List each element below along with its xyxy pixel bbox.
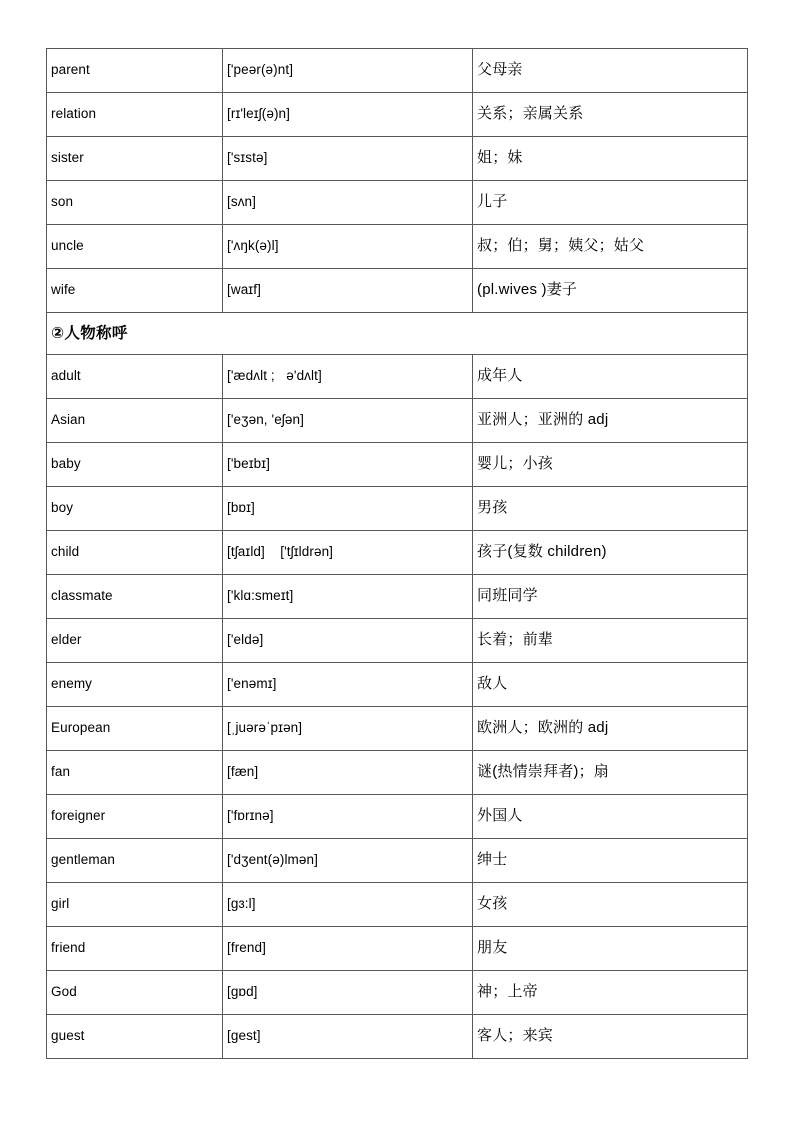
vocab-phonetic-cell: ['enəmɪ] [223,663,473,707]
vocab-meaning-cell: 朋友 [473,927,748,971]
vocab-word-cell: relation [47,93,223,137]
vocab-phonetic-cell: ['klɑ:smeɪt] [223,575,473,619]
vocab-phonetic-cell: ['ædʌlt ; ə'dʌlt] [223,355,473,399]
vocab-phonetic-cell: [ˌjuərəˈpɪən] [223,707,473,751]
vocab-word-cell: wife [47,269,223,313]
vocab-meaning-cell: 男孩 [473,487,748,531]
vocab-meaning-cell: 敌人 [473,663,748,707]
vocab-phonetic-cell: [frend] [223,927,473,971]
vocab-meaning-cell: 儿子 [473,181,748,225]
vocab-phonetic-cell: [waɪf] [223,269,473,313]
vocab-phonetic-cell: ['peər(ə)nt] [223,49,473,93]
vocab-word-cell: adult [47,355,223,399]
table-row [47,619,748,663]
table-row [47,93,748,137]
table-row [47,443,748,487]
vocab-word-cell: parent [47,49,223,93]
table-row [47,839,748,883]
table-row [47,575,748,619]
vocab-word-cell: child [47,531,223,575]
vocabulary-table [46,48,748,1059]
table-row [47,751,748,795]
vocab-word-cell: boy [47,487,223,531]
vocab-meaning-cell: 长着；前辈 [473,619,748,663]
vocab-word-cell: God [47,971,223,1015]
vocab-meaning-cell: 神；上帝 [473,971,748,1015]
vocab-meaning-cell: 孩子(复数 children) [473,531,748,575]
vocab-phonetic-cell: ['beɪbɪ] [223,443,473,487]
vocab-meaning-cell: 婴儿；小孩 [473,443,748,487]
table-row [47,1015,748,1059]
vocab-meaning-cell: 姐；妹 [473,137,748,181]
vocab-word-cell: guest [47,1015,223,1059]
vocabulary-table-body [47,49,748,1059]
table-row [47,49,748,93]
vocab-meaning-cell: 绅士 [473,839,748,883]
vocab-word-cell: European [47,707,223,751]
vocab-word-cell: Asian [47,399,223,443]
vocab-meaning-cell: 叔；伯；舅；姨父；姑父 [473,225,748,269]
vocab-word-cell: gentleman [47,839,223,883]
vocab-meaning-cell: 父母亲 [473,49,748,93]
vocab-meaning-cell: 谜(热情崇拜者)；扇 [473,751,748,795]
vocab-word-cell: friend [47,927,223,971]
vocab-word-cell: uncle [47,225,223,269]
vocab-phonetic-cell: ['fɒrɪnə] [223,795,473,839]
section-heading: ②人物称呼 [47,313,748,355]
vocab-phonetic-cell: [gɒd] [223,971,473,1015]
table-row [47,225,748,269]
table-row [47,663,748,707]
vocab-word-cell: sister [47,137,223,181]
table-row [47,971,748,1015]
vocab-phonetic-cell: [gest] [223,1015,473,1059]
table-row [47,531,748,575]
table-row [47,883,748,927]
vocab-meaning-cell: (pl.wives )妻子 [473,269,748,313]
vocab-word-cell: son [47,181,223,225]
vocab-phonetic-cell: ['dʒent(ə)lmən] [223,839,473,883]
vocab-meaning-cell: 关系；亲属关系 [473,93,748,137]
table-row [47,181,748,225]
table-section-row [47,313,748,355]
vocab-word-cell: elder [47,619,223,663]
table-row [47,927,748,971]
table-row [47,399,748,443]
vocab-word-cell: classmate [47,575,223,619]
vocab-meaning-cell: 同班同学 [473,575,748,619]
vocab-phonetic-cell: ['eldə] [223,619,473,663]
table-row [47,707,748,751]
vocab-word-cell: foreigner [47,795,223,839]
table-row [47,137,748,181]
vocab-word-cell: fan [47,751,223,795]
table-row [47,269,748,313]
vocab-meaning-cell: 女孩 [473,883,748,927]
vocab-phonetic-cell: ['eʒən, 'eʃən] [223,399,473,443]
vocab-phonetic-cell: [tʃaɪld] ['tʃɪldrən] [223,531,473,575]
vocab-phonetic-cell: [fæn] [223,751,473,795]
vocab-phonetic-cell: [gɜ:l] [223,883,473,927]
vocab-phonetic-cell: ['sɪstə] [223,137,473,181]
vocab-meaning-cell: 外国人 [473,795,748,839]
vocab-word-cell: girl [47,883,223,927]
vocab-meaning-cell: 客人；来宾 [473,1015,748,1059]
table-row [47,795,748,839]
vocab-word-cell: enemy [47,663,223,707]
vocab-word-cell: baby [47,443,223,487]
vocab-phonetic-cell: ['ʌŋk(ə)l] [223,225,473,269]
vocab-meaning-cell: 欧洲人；欧洲的 adj [473,707,748,751]
vocab-meaning-cell: 成年人 [473,355,748,399]
vocab-meaning-cell: 亚洲人；亚洲的 adj [473,399,748,443]
table-row [47,487,748,531]
table-row [47,355,748,399]
vocab-phonetic-cell: [rɪ'leɪʃ(ə)n] [223,93,473,137]
vocab-phonetic-cell: [sʌn] [223,181,473,225]
vocab-phonetic-cell: [bɒɪ] [223,487,473,531]
